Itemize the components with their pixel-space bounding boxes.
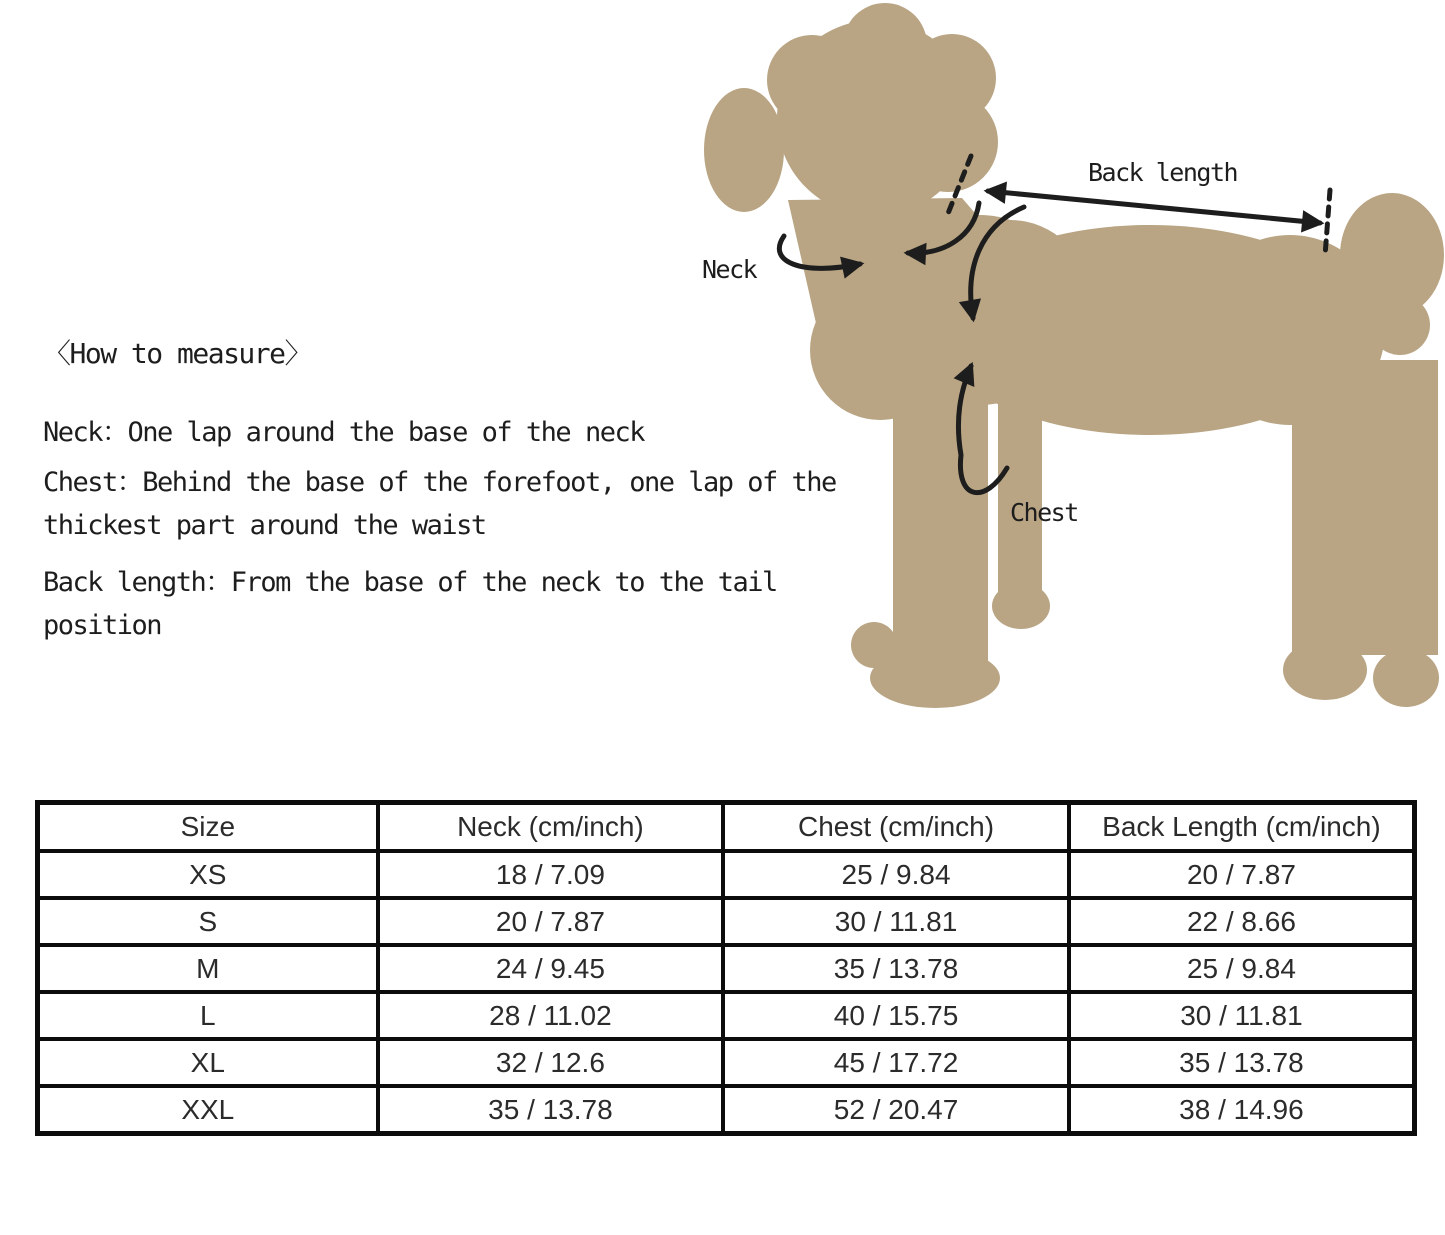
chest-cell: 30 / 11.81 <box>723 898 1069 945</box>
header-neck: Neck (cm/inch) <box>378 803 724 852</box>
chest-cell: 52 / 20.47 <box>723 1086 1069 1134</box>
header-chest: Chest (cm/inch) <box>723 803 1069 852</box>
table-row-m <box>38 945 1415 992</box>
dog-silhouette-drawing <box>680 0 1445 780</box>
back-length-cell: 25 / 9.84 <box>1069 945 1415 992</box>
neck-cell: 35 / 13.78 <box>378 1086 724 1134</box>
instruction-line-backlength-1: Back length：From the base of the neck to the tail <box>43 567 777 598</box>
instruction-line-neck: Neck：One lap around the base of the neck <box>43 417 644 448</box>
neck-cell: 24 / 9.45 <box>378 945 724 992</box>
size-cell: M <box>38 945 378 992</box>
header-size: Size <box>38 803 378 852</box>
table-row-xxl <box>38 1086 1415 1134</box>
chest-label: Chest <box>1010 498 1078 527</box>
chest-cell: 45 / 17.72 <box>723 1039 1069 1086</box>
back-length-cell: 38 / 14.96 <box>1069 1086 1415 1134</box>
neck-cell: 18 / 7.09 <box>378 851 724 898</box>
size-cell: XS <box>38 851 378 898</box>
size-cell: XL <box>38 1039 378 1086</box>
back-length-cell: 22 / 8.66 <box>1069 898 1415 945</box>
instruction-line-backlength-2: position <box>43 610 162 641</box>
how-to-measure-title: 〈How to measure〉 <box>43 337 312 370</box>
back-length-arrow <box>988 191 1320 223</box>
size-cell: L <box>38 992 378 1039</box>
header-back-length: Back Length (cm/inch) <box>1069 803 1415 852</box>
chest-cell: 35 / 13.78 <box>723 945 1069 992</box>
back-length-cell: 35 / 13.78 <box>1069 1039 1415 1086</box>
table-row-xl <box>38 1039 1415 1086</box>
instruction-line-chest-1: Chest：Behind the base of the forefoot, one lap of the <box>43 467 836 498</box>
instruction-line-chest-2: thickest part around the waist <box>43 510 486 541</box>
dog-measurement-diagram <box>680 0 1445 780</box>
size-chart-table <box>35 800 1417 1136</box>
table-header-row <box>38 803 1415 852</box>
size-cell: XXL <box>38 1086 378 1134</box>
chest-cell: 40 / 15.75 <box>723 992 1069 1039</box>
table-row-s <box>38 898 1415 945</box>
back-length-label: Back length <box>1088 158 1238 187</box>
chest-cell: 25 / 9.84 <box>723 851 1069 898</box>
poodle-silhouette <box>704 3 1444 708</box>
neck-label: Neck <box>702 255 757 284</box>
table-row-l <box>38 992 1415 1039</box>
neck-cell: 28 / 11.02 <box>378 992 724 1039</box>
neck-cell: 32 / 12.6 <box>378 1039 724 1086</box>
size-cell: S <box>38 898 378 945</box>
back-length-cell: 30 / 11.81 <box>1069 992 1415 1039</box>
table-row-xs <box>38 851 1415 898</box>
neck-cell: 20 / 7.87 <box>378 898 724 945</box>
back-length-cell: 20 / 7.87 <box>1069 851 1415 898</box>
